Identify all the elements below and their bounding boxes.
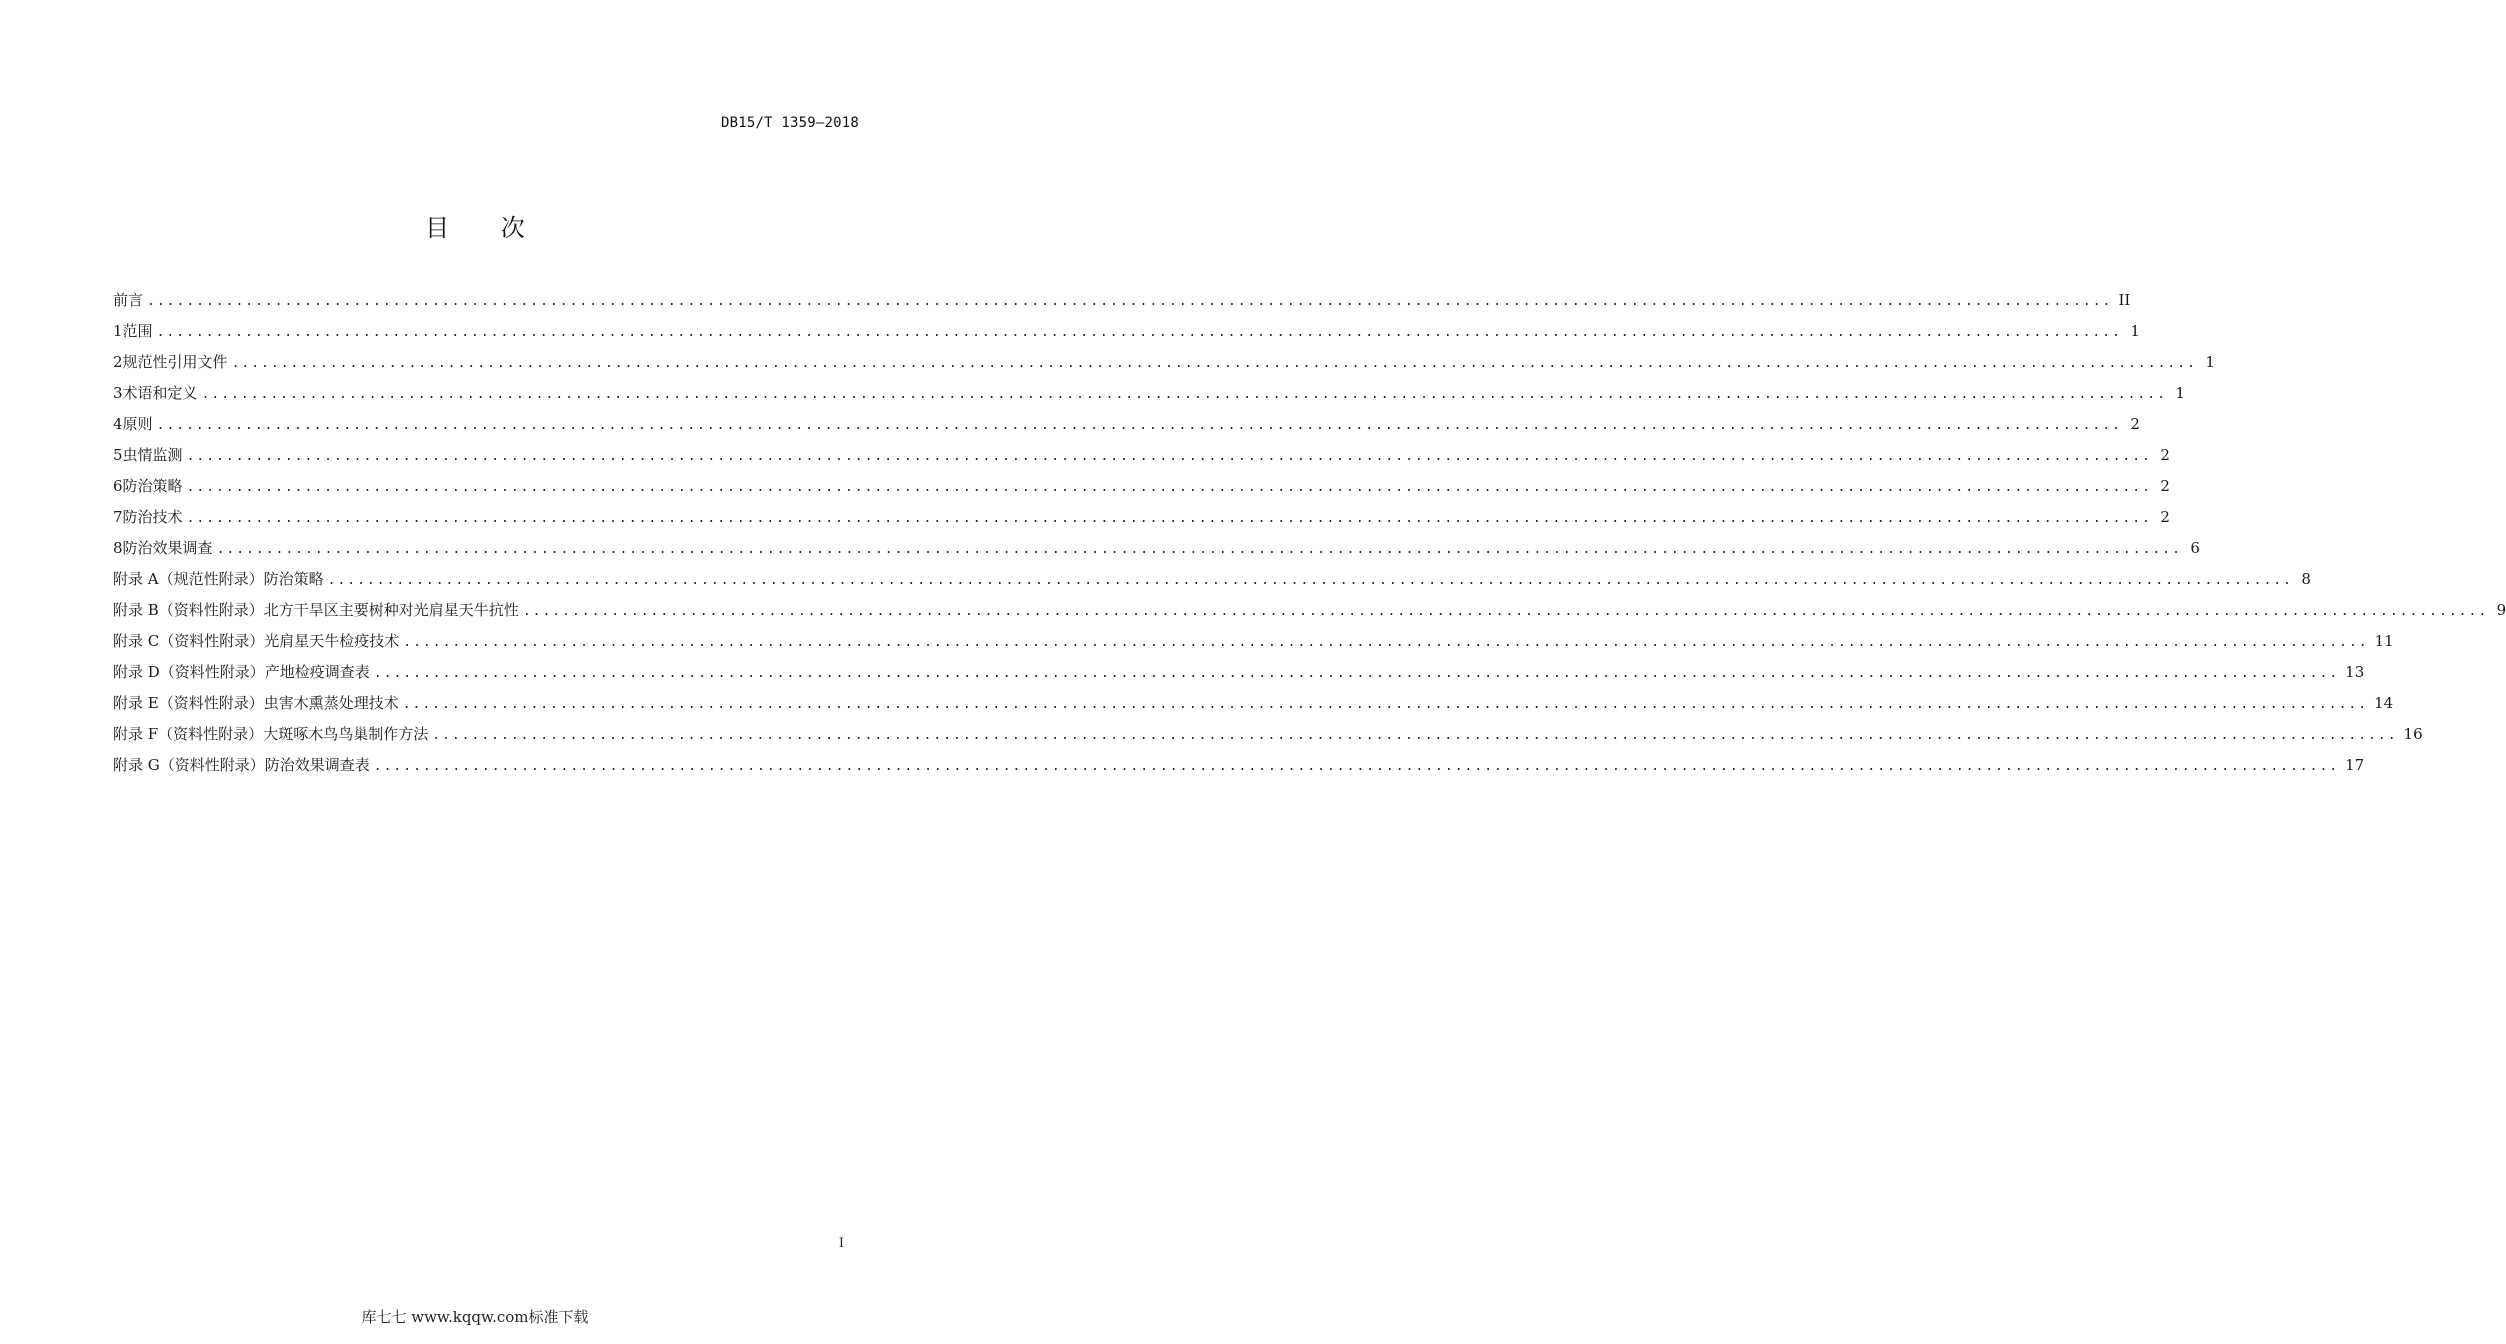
dot-leader: ........................................................................................................................................................................................................ bbox=[186, 449, 2152, 464]
dot-leader: ........................................................................................................................................................................................................ bbox=[432, 728, 2398, 743]
toc-entry-number: 5 bbox=[113, 446, 123, 464]
dot-leader: ........................................................................................................................................................................................................ bbox=[156, 325, 2122, 340]
dot-leader: ........................................................................................................................................................................................................ bbox=[373, 666, 2340, 681]
appendix-title: 北方干旱区主要树种对光肩星天牛抗性 bbox=[263, 601, 519, 619]
toc-entry-number: 3 bbox=[113, 384, 123, 402]
toc-entry-label: 防治技术 bbox=[122, 508, 183, 526]
toc-entry-label: 范围 bbox=[122, 322, 153, 340]
toc-entry-label: 规范性引用文件 bbox=[122, 353, 228, 371]
toc-entry-page: 14 bbox=[2374, 694, 2394, 712]
appendix-title: 光肩星天牛检疫技术 bbox=[264, 632, 400, 650]
dot-leader: ........................................................................................................................................................................................................ bbox=[147, 294, 2113, 309]
appendix-label: 附录 C（资料性附录） bbox=[113, 632, 265, 650]
toc-entry-page: 16 bbox=[2403, 725, 2423, 743]
dot-leader: ........................................................................................................................................................................................................ bbox=[522, 604, 2489, 619]
toc-entry-section-5[interactable] bbox=[113, 440, 2170, 471]
toc-entry-page: 1 bbox=[2175, 384, 2185, 402]
toc-entry-appendix-a[interactable] bbox=[113, 564, 2311, 595]
toc-entry-page: 1 bbox=[2130, 322, 2140, 340]
toc-entry-number: 7 bbox=[113, 508, 123, 526]
dot-leader: ........................................................................................................................................................................................................ bbox=[201, 387, 2167, 402]
toc-entry-label: 防治效果调查 bbox=[122, 539, 213, 557]
appendix-title: 虫害木熏蒸处理技术 bbox=[263, 694, 399, 712]
page-title: 目 次 bbox=[425, 214, 547, 242]
toc-entry-page: 2 bbox=[2160, 446, 2170, 464]
toc-entry-foreword[interactable] bbox=[113, 285, 2131, 316]
toc-entry-page: 2 bbox=[2160, 477, 2170, 495]
toc-entry-label: 虫情监测 bbox=[122, 446, 183, 464]
toc-entry-page: II bbox=[2118, 291, 2131, 309]
toc-entry-label: 原则 bbox=[122, 415, 153, 433]
toc-entry-number: 8 bbox=[113, 539, 123, 557]
toc-entry-appendix-c[interactable] bbox=[113, 626, 2394, 657]
table-of-contents bbox=[113, 285, 2506, 781]
page-number: I bbox=[838, 1236, 844, 1251]
appendix-title: 产地检疫调查表 bbox=[264, 663, 370, 681]
watermark-text: 库七七 www.kqqw.com标准下载 bbox=[361, 1308, 589, 1326]
dot-leader: ........................................................................................................................................................................................................ bbox=[216, 542, 2182, 557]
toc-entry-page: 1 bbox=[2205, 353, 2215, 371]
toc-entry-appendix-g[interactable] bbox=[113, 750, 2365, 781]
document-code: DB15/T 1359—2018 bbox=[720, 115, 859, 131]
toc-entry-section-4[interactable] bbox=[113, 409, 2140, 440]
appendix-label: 附录 B（资料性附录） bbox=[113, 601, 264, 619]
appendix-label: 附录 A（规范性附录） bbox=[113, 570, 264, 588]
toc-entry-number: 4 bbox=[113, 415, 123, 433]
toc-entry-section-8[interactable] bbox=[113, 533, 2200, 564]
appendix-title: 防治效果调查表 bbox=[264, 756, 370, 774]
toc-entry-label: 术语和定义 bbox=[122, 384, 198, 402]
toc-entry-number: 6 bbox=[113, 477, 123, 495]
toc-entry-page: 11 bbox=[2374, 632, 2394, 650]
toc-entry-section-3[interactable] bbox=[113, 378, 2185, 409]
dot-leader: ........................................................................................................................................................................................................ bbox=[186, 511, 2152, 526]
dot-leader: ........................................................................................................................................................................................................ bbox=[403, 635, 2369, 650]
dot-leader: ........................................................................................................................................................................................................ bbox=[327, 573, 2293, 588]
appendix-title: 大斑啄木鸟鸟巢制作方法 bbox=[263, 725, 429, 743]
dot-leader: ........................................................................................................................................................................................................ bbox=[402, 697, 2369, 712]
toc-entry-page: 6 bbox=[2190, 539, 2200, 557]
appendix-label: 附录 E（资料性附录） bbox=[113, 694, 264, 712]
toc-entry-appendix-e[interactable] bbox=[113, 688, 2394, 719]
dot-leader: ........................................................................................................................................................................................................ bbox=[186, 480, 2152, 495]
appendix-label: 附录 D（资料性附录） bbox=[113, 663, 265, 681]
toc-entry-page: 13 bbox=[2345, 663, 2365, 681]
toc-entry-section-7[interactable] bbox=[113, 502, 2170, 533]
toc-entry-page: 8 bbox=[2301, 570, 2311, 588]
toc-entry-label: 防治策略 bbox=[122, 477, 183, 495]
toc-entry-section-6[interactable] bbox=[113, 471, 2170, 502]
dot-leader: ........................................................................................................................................................................................................ bbox=[231, 356, 2197, 371]
toc-entry-appendix-d[interactable] bbox=[113, 657, 2365, 688]
appendix-title: 防治策略 bbox=[263, 570, 324, 588]
toc-entry-appendix-f[interactable] bbox=[113, 719, 2423, 750]
toc-entry-page: 9 bbox=[2496, 601, 2506, 619]
toc-entry-label: 前言 bbox=[113, 291, 144, 309]
toc-entry-appendix-b[interactable] bbox=[113, 595, 2506, 626]
toc-entry-page: 2 bbox=[2130, 415, 2140, 433]
toc-entry-number: 1 bbox=[113, 322, 123, 340]
appendix-label: 附录 F（资料性附录） bbox=[113, 725, 264, 743]
dot-leader: ........................................................................................................................................................................................................ bbox=[156, 418, 2122, 433]
appendix-label: 附录 G（资料性附录） bbox=[113, 756, 265, 774]
dot-leader: ........................................................................................................................................................................................................ bbox=[373, 759, 2340, 774]
toc-entry-section-2[interactable] bbox=[113, 347, 2215, 378]
toc-entry-section-1[interactable] bbox=[113, 316, 2140, 347]
toc-entry-number: 2 bbox=[113, 353, 123, 371]
toc-entry-page: 2 bbox=[2160, 508, 2170, 526]
toc-entry-page: 17 bbox=[2345, 756, 2365, 774]
